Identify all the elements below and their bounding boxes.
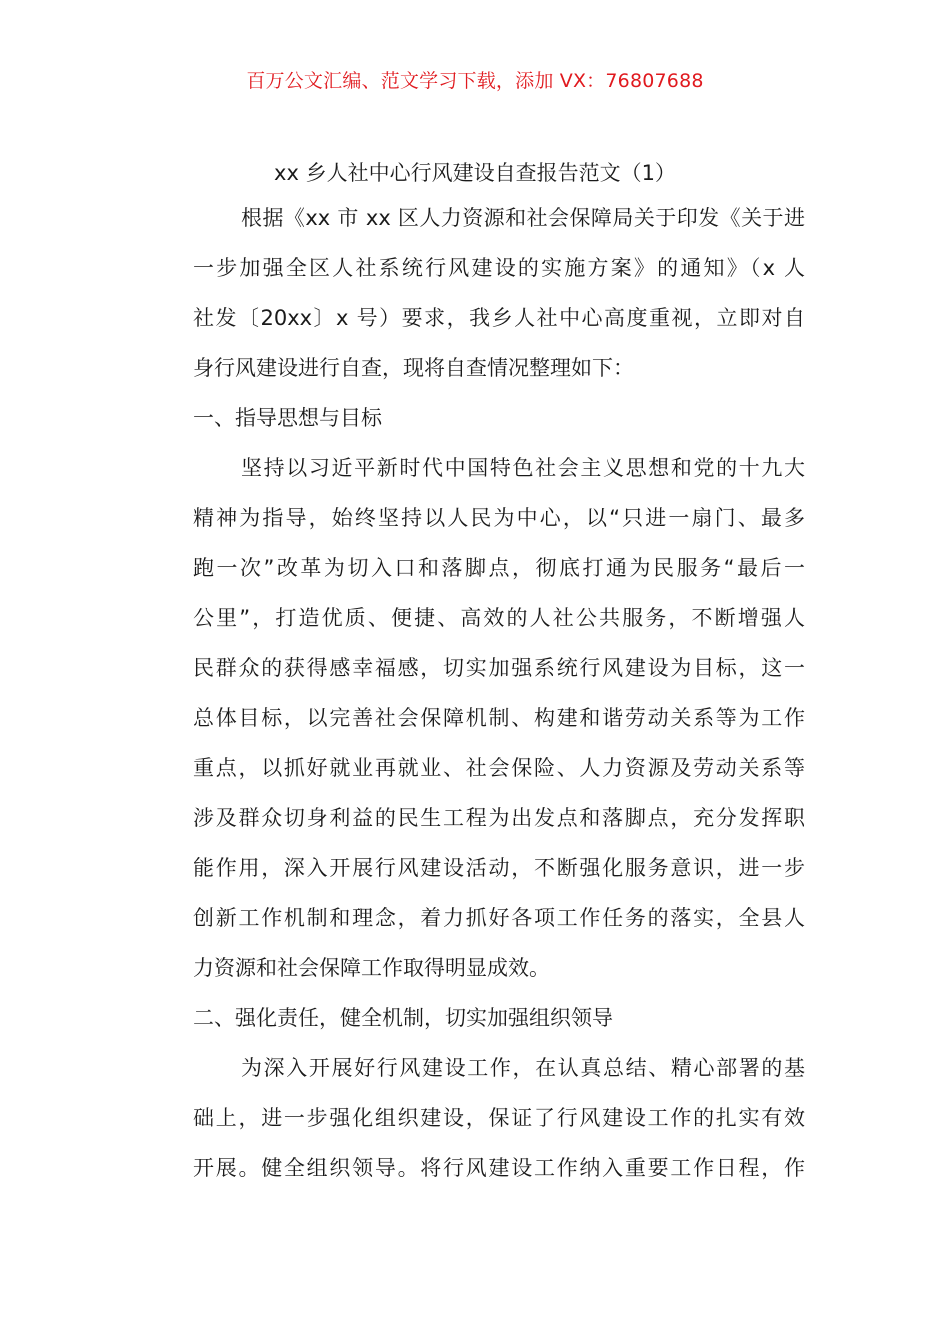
document-body [145, 193, 805, 1193]
text-line: 为深入开展好行风建设工作，在认真总结、精心部署的基 [241, 1056, 805, 1080]
paragraph-guiding-thought [145, 443, 805, 993]
text-line: 坚持以习近平新时代中国特色社会主义思想和党的十九大 [241, 456, 805, 480]
text-line: 能作用，深入开展行风建设活动，不断强化服务意识，进一步 [193, 856, 805, 880]
text-line: 总体目标，以完善社会保障机制、构建和谐劳动关系等为工作 [193, 706, 805, 730]
text-line: 一步加强全区人社系统行风建设的实施方案》的通知》（x 人 [193, 256, 805, 280]
section-heading-2: 二、强化责任，健全机制，切实加强组织领导 [193, 1006, 613, 1030]
paragraph-responsibility [145, 1043, 805, 1193]
text-line: 社发〔20xx〕x 号）要求，我乡人社中心高度重视，立即对自 [193, 306, 805, 330]
text-line: 跑一次”改革为切入口和落脚点，彻底打通为民服务“最后一 [193, 556, 805, 580]
text-line: 础上，进一步强化组织建设，保证了行风建设工作的扎实有效 [193, 1106, 805, 1130]
text-line: 身行风建设进行自查，现将自查情况整理如下： [193, 356, 634, 380]
section-heading-1: 一、指导思想与目标 [193, 406, 382, 430]
text-line: 公里”，打造优质、便捷、高效的人社公共服务，不断增强人 [193, 606, 805, 630]
text-line: 创新工作机制和理念，着力抓好各项工作任务的落实，全县人 [193, 906, 805, 930]
text-line: 根据《xx 市 xx 区人力资源和社会保障局关于印发《关于进 [241, 206, 805, 230]
promo-header-banner: 百万公文汇编、范文学习下载，添加 VX：76807688 [246, 70, 704, 92]
text-line: 民群众的获得感幸福感，切实加强系统行风建设为目标，这一 [193, 656, 805, 680]
document-title: xx 乡人社中心行风建设自查报告范文（1） [274, 161, 676, 185]
text-line: 涉及群众切身利益的民生工程为出发点和落脚点，充分发挥职 [193, 806, 805, 830]
text-line: 力资源和社会保障工作取得明显成效。 [193, 956, 550, 980]
paragraph-intro [145, 193, 805, 393]
text-line: 重点，以抓好就业再就业、社会保险、人力资源及劳动关系等 [193, 756, 805, 780]
text-line: 精神为指导，始终坚持以人民为中心，以“只进一扇门、最多 [193, 506, 805, 530]
text-line: 开展。健全组织领导。将行风建设工作纳入重要工作日程，作 [193, 1156, 805, 1180]
